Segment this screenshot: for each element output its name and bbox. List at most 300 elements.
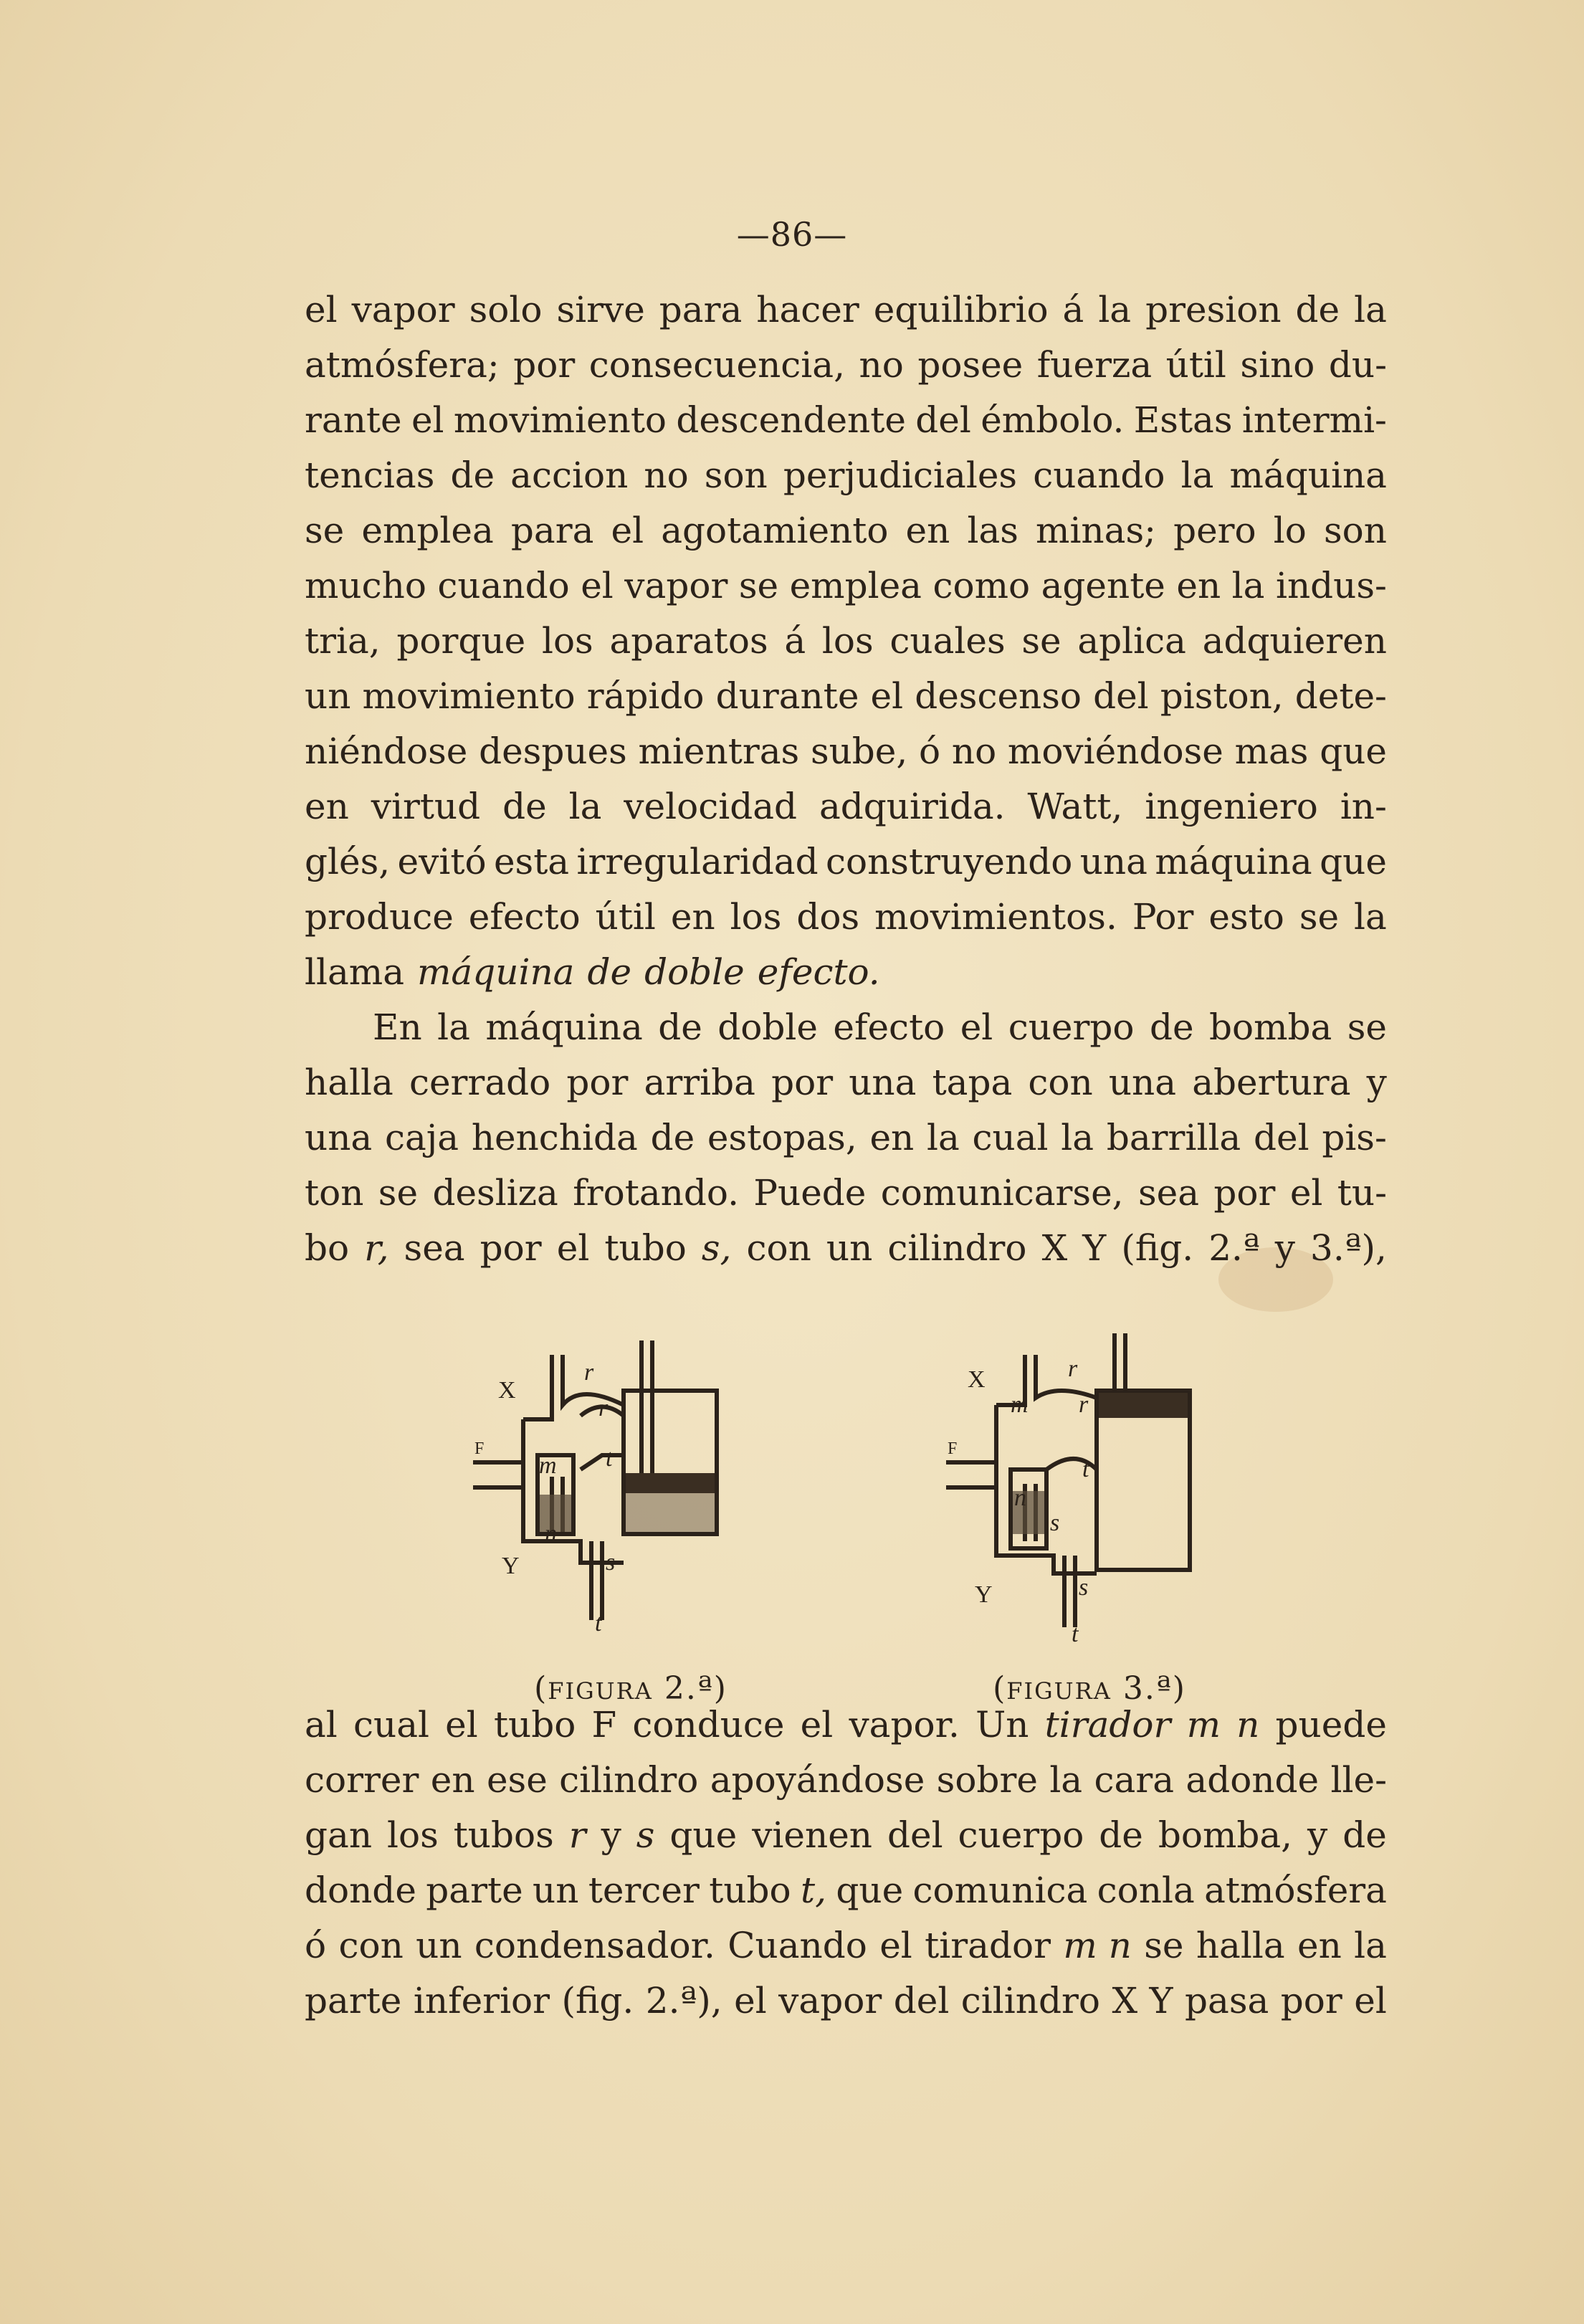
word: la	[568, 786, 602, 827]
word: ó	[919, 730, 941, 772]
word: tubos	[453, 1814, 554, 1856]
word: el	[556, 1227, 590, 1269]
word: indus-	[1275, 565, 1387, 606]
word: el	[1289, 1172, 1323, 1214]
word: la	[1180, 454, 1214, 496]
word: que	[669, 1814, 738, 1856]
word: en	[905, 510, 950, 551]
word: F	[591, 1704, 617, 1746]
word: rápido	[586, 675, 705, 717]
word: t,	[801, 1870, 827, 1911]
word: máquina	[485, 1006, 643, 1048]
word: esto	[1208, 896, 1284, 938]
figure-3	[932, 1326, 1269, 1707]
word: movimientos.	[874, 896, 1117, 938]
word: máquina	[417, 951, 575, 993]
word: atmósfera	[1204, 1870, 1387, 1911]
text-line	[305, 448, 1387, 503]
word: posee	[917, 344, 1024, 386]
word: dos	[796, 896, 860, 938]
word: de	[658, 1006, 702, 1048]
word: bomba	[1208, 1006, 1332, 1048]
word: glés,	[305, 841, 391, 882]
label-r2: r	[1079, 1391, 1089, 1418]
text-line	[305, 558, 1387, 614]
label-n: n	[1014, 1485, 1026, 1511]
word: cuales	[889, 620, 1006, 662]
word: en	[1176, 565, 1221, 606]
word: tubo	[493, 1704, 576, 1746]
word: tencias	[305, 454, 435, 496]
word: presion	[1145, 289, 1282, 330]
word: movimiento	[362, 675, 576, 717]
word: cual	[972, 1117, 1049, 1158]
text-line	[305, 779, 1387, 834]
word: el	[800, 1704, 834, 1746]
word: halla	[305, 1062, 393, 1103]
word: piston,	[1160, 675, 1284, 717]
word: frotando.	[573, 1172, 739, 1214]
word: cerrado	[409, 1062, 551, 1103]
word: inferior	[413, 1980, 550, 2021]
word: son	[704, 454, 768, 496]
word: parte	[426, 1870, 523, 1911]
label-t2: t	[595, 1610, 602, 1637]
word: produce	[305, 896, 454, 938]
word: doble	[717, 1006, 818, 1048]
word: r	[568, 1814, 586, 1856]
word: pis-	[1322, 1117, 1387, 1158]
word: que	[1320, 730, 1387, 772]
word: du-	[1328, 344, 1387, 386]
word: vapor	[778, 1980, 882, 2021]
text-line	[305, 669, 1387, 724]
word: los	[541, 620, 593, 662]
word: desliza	[432, 1172, 558, 1214]
word: Por	[1132, 896, 1194, 938]
paragraph-top	[305, 282, 1387, 1276]
text-line	[305, 1110, 1387, 1166]
word: bomba,	[1158, 1814, 1293, 1856]
word: accion	[510, 454, 629, 496]
word: comunica	[912, 1870, 1088, 1911]
label-s: s	[606, 1549, 616, 1576]
text-line	[305, 945, 1387, 1000]
word: la	[1231, 565, 1265, 606]
word: conla	[1097, 1870, 1195, 1911]
word: adonde	[1185, 1759, 1320, 1801]
word: con	[1028, 1062, 1093, 1103]
word: el	[960, 1006, 993, 1048]
label-s2: s	[1079, 1574, 1089, 1601]
word: emplea	[789, 565, 922, 606]
word: en	[869, 1117, 915, 1158]
word: se	[378, 1172, 419, 1214]
word: útil	[1165, 344, 1226, 386]
word: ton	[305, 1172, 364, 1214]
word: el	[870, 675, 904, 717]
word: puede	[1275, 1704, 1387, 1746]
text-line	[305, 1055, 1387, 1110]
word: llama	[305, 951, 405, 993]
label-r: r	[584, 1359, 594, 1386]
word: de	[450, 454, 495, 496]
word: aparatos	[609, 620, 768, 662]
word: de	[1149, 1006, 1194, 1048]
word: parte	[305, 1980, 402, 2021]
word: en	[670, 896, 715, 938]
word: máquina	[1155, 841, 1312, 882]
label-y: Y	[975, 1581, 993, 1608]
word: minas;	[1036, 510, 1156, 551]
word: sobre	[936, 1759, 1038, 1801]
word: en	[1297, 1925, 1342, 1966]
word: n	[1236, 1704, 1260, 1746]
word: al	[305, 1704, 338, 1746]
word: del	[1253, 1117, 1309, 1158]
word: el	[879, 1925, 912, 1966]
word: el	[445, 1704, 478, 1746]
word: vienen	[752, 1814, 873, 1856]
text-line	[305, 338, 1387, 393]
word: despues	[479, 730, 627, 772]
text-line	[305, 282, 1387, 338]
word: agente	[1041, 565, 1165, 606]
word: no	[951, 730, 997, 772]
word: del	[893, 1980, 950, 2021]
word: tercer	[588, 1870, 700, 1911]
word: intermi-	[1241, 399, 1387, 441]
word: atmósfera;	[305, 344, 500, 386]
word: hacer	[756, 289, 859, 330]
word: pasa	[1185, 1980, 1269, 2021]
word: movimiento	[453, 399, 667, 441]
label-m: m	[1011, 1391, 1029, 1418]
label-x: X	[968, 1366, 986, 1393]
word: doble	[644, 951, 745, 993]
word: no	[859, 344, 904, 386]
word: s,	[701, 1227, 732, 1269]
word: efecto	[468, 896, 581, 938]
word: r,	[364, 1227, 389, 1269]
word: sino	[1240, 344, 1315, 386]
word: 3.ª),	[1310, 1227, 1387, 1269]
steam-cylinder-diagram-fig3	[932, 1326, 1269, 1663]
word: conduce	[632, 1704, 785, 1746]
word: con	[746, 1227, 811, 1269]
word: tubo	[604, 1227, 687, 1269]
word: se	[1347, 1006, 1387, 1048]
word: del	[1093, 675, 1149, 717]
word: una	[1108, 1062, 1177, 1103]
figures-row	[430, 1326, 1290, 1707]
word: cuando	[437, 565, 570, 606]
word: el	[411, 399, 444, 441]
word: en	[305, 786, 349, 827]
word: el	[305, 289, 338, 330]
word: mucho	[305, 565, 426, 606]
word: abertura	[1192, 1062, 1351, 1103]
word: X	[1112, 1980, 1138, 2021]
word: (fig.	[1121, 1227, 1194, 1269]
word: emplea	[361, 510, 494, 551]
word: descenso	[915, 675, 1082, 717]
word: la	[1049, 1759, 1083, 1801]
word: bo	[305, 1227, 350, 1269]
word: 2.ª),	[645, 1980, 722, 2021]
word: de	[1342, 1814, 1387, 1856]
word: sea	[1137, 1172, 1200, 1214]
word: vapor	[624, 565, 728, 606]
word: ó	[305, 1925, 327, 1966]
word: tu-	[1337, 1172, 1387, 1214]
word: gan	[305, 1814, 373, 1856]
word: donde	[305, 1870, 416, 1911]
word: cuando	[1033, 454, 1165, 496]
label-s: s	[1050, 1510, 1060, 1536]
word: halla	[1196, 1925, 1285, 1966]
word: una	[1079, 841, 1148, 882]
word: velocidad	[624, 786, 798, 827]
word: la	[1354, 1925, 1387, 1966]
word: lle-	[1330, 1759, 1387, 1801]
word: son	[1323, 510, 1387, 551]
word: útil	[595, 896, 656, 938]
word: correr	[305, 1759, 419, 1801]
word: adquieren	[1202, 620, 1387, 662]
word: rante	[305, 399, 402, 441]
word: se	[305, 510, 345, 551]
word: mas	[1234, 730, 1309, 772]
word: la	[1061, 1117, 1094, 1158]
word: in-	[1340, 786, 1387, 827]
word: irregularidad	[576, 841, 819, 882]
word: durante	[715, 675, 859, 717]
word: un	[305, 675, 351, 717]
text-line	[305, 1221, 1387, 1276]
word: En	[373, 1006, 422, 1048]
text-line	[305, 503, 1387, 558]
word: cara	[1094, 1759, 1175, 1801]
text-line	[305, 1863, 1387, 1918]
label-y: Y	[502, 1553, 520, 1579]
text-line	[305, 1973, 1387, 2029]
word: por	[771, 1062, 834, 1103]
word: lo	[1273, 510, 1307, 551]
label-r2: r	[598, 1395, 609, 1421]
figure-2	[459, 1326, 796, 1707]
word: m n	[1063, 1925, 1132, 1966]
word: en	[430, 1759, 475, 1801]
word: los	[730, 896, 782, 938]
word: con	[338, 1925, 404, 1966]
page-number: —86—	[736, 215, 848, 254]
word: una	[305, 1117, 373, 1158]
figure-2-caption: (FIGURA 2.ª)	[534, 1670, 727, 1707]
word: por	[566, 1062, 629, 1103]
word: las	[967, 510, 1018, 551]
word: cilindro	[559, 1759, 699, 1801]
word: la	[927, 1117, 960, 1158]
word: Y	[1149, 1980, 1173, 2021]
word: henchida	[471, 1117, 638, 1158]
text-line	[305, 724, 1387, 779]
paragraph-bottom	[305, 1697, 1387, 2029]
word: barrilla	[1106, 1117, 1241, 1158]
word: efecto	[833, 1006, 945, 1048]
word: agotamiento	[661, 510, 889, 551]
word: de	[502, 786, 547, 827]
word: sea	[404, 1227, 465, 1269]
word: cilindro	[887, 1227, 1027, 1269]
word: adquirida.	[819, 786, 1006, 827]
word: Un	[975, 1704, 1029, 1746]
word: vapor.	[849, 1704, 960, 1746]
word: émbolo.	[981, 399, 1125, 441]
word: pero	[1173, 510, 1256, 551]
word: esta	[493, 841, 570, 882]
word: ingeniero	[1145, 786, 1318, 827]
word: vapor	[351, 289, 455, 330]
label-n: n	[545, 1520, 557, 1547]
text-line	[305, 1166, 1387, 1221]
word: arriba	[644, 1062, 755, 1103]
word: por	[480, 1227, 542, 1269]
word: máquina	[1229, 454, 1387, 496]
word: tria,	[305, 620, 381, 662]
word: se	[1144, 1925, 1184, 1966]
word: á	[784, 620, 806, 662]
word: de	[1099, 1814, 1143, 1856]
figure-3-caption: (FIGURA 3.ª)	[993, 1670, 1186, 1707]
word: evitó	[397, 841, 487, 882]
word: una	[849, 1062, 917, 1103]
word: moviéndose	[1007, 730, 1223, 772]
label-t: t	[606, 1445, 613, 1472]
text-line	[305, 1753, 1387, 1808]
word: se	[738, 565, 779, 606]
word: estopas,	[707, 1117, 857, 1158]
word: cuerpo	[958, 1814, 1084, 1856]
word: el	[611, 510, 644, 551]
word: sube,	[810, 730, 908, 772]
word: perjudiciales	[783, 454, 1018, 496]
word: niéndose	[305, 730, 468, 772]
text-line	[305, 1000, 1387, 1055]
word: X	[1041, 1227, 1068, 1269]
text-line	[305, 614, 1387, 669]
word: dete-	[1294, 675, 1387, 717]
word: Estas	[1133, 399, 1233, 441]
word: construyendo	[826, 841, 1073, 882]
text-line	[305, 890, 1387, 945]
label-t: t	[1082, 1456, 1089, 1482]
word: que	[836, 1870, 904, 1911]
word: tubo	[709, 1870, 791, 1911]
word: comunicarse,	[880, 1172, 1124, 1214]
word: como	[932, 565, 1031, 606]
word: la	[1098, 289, 1132, 330]
word: mientras	[638, 730, 800, 772]
word: que	[1320, 841, 1387, 882]
label-f: F	[474, 1439, 485, 1458]
word: (fig.	[561, 1980, 634, 2021]
word: por	[513, 344, 576, 386]
word: un	[533, 1870, 579, 1911]
word: tapa	[932, 1062, 1013, 1103]
word: apoyándose	[710, 1759, 925, 1801]
word: tirador	[925, 1925, 1051, 1966]
word: el	[581, 565, 614, 606]
word: sirve	[556, 289, 645, 330]
word: Watt,	[1027, 786, 1123, 827]
label-x: X	[498, 1377, 516, 1404]
word: se	[1021, 620, 1061, 662]
label-f: F	[948, 1439, 958, 1458]
word: s	[636, 1814, 655, 1856]
word: tirador	[1044, 1704, 1171, 1746]
word: Y	[1082, 1227, 1107, 1269]
word: por	[1213, 1172, 1276, 1214]
word: un	[416, 1925, 462, 1966]
word: el	[734, 1980, 767, 2021]
word: y	[1307, 1814, 1328, 1856]
text-line	[305, 1697, 1387, 1753]
text-line	[305, 834, 1387, 890]
word: se	[1299, 896, 1340, 938]
word: descendente	[676, 399, 906, 441]
text-line	[305, 1918, 1387, 1973]
word: del	[915, 399, 971, 441]
word: la	[1354, 289, 1387, 330]
label-m: m	[539, 1452, 557, 1479]
word: no	[644, 454, 689, 496]
word: cilindro	[960, 1980, 1100, 2021]
word: m	[1186, 1704, 1221, 1746]
word: la	[1354, 896, 1387, 938]
word: virtud	[371, 786, 481, 827]
word: ese	[486, 1759, 548, 1801]
word: cuerpo	[1008, 1006, 1135, 1048]
text-line	[305, 1808, 1387, 1863]
word: y	[1274, 1227, 1295, 1269]
word: Cuando	[727, 1925, 867, 1966]
label-t2: t	[1072, 1621, 1079, 1647]
word: á	[1062, 289, 1084, 330]
word: de	[1295, 289, 1340, 330]
word: condensador.	[474, 1925, 715, 1966]
word: caja	[384, 1117, 459, 1158]
text-line	[305, 393, 1387, 448]
word: de	[587, 951, 632, 993]
word: por	[1280, 1980, 1342, 2021]
word: porque	[396, 620, 526, 662]
word: un	[826, 1227, 873, 1269]
word: aplica	[1077, 620, 1186, 662]
word: los	[821, 620, 874, 662]
word: fuerza	[1036, 344, 1153, 386]
word: 2.ª	[1208, 1227, 1260, 1269]
word: y	[1366, 1062, 1387, 1103]
word: el	[1354, 1980, 1387, 2021]
word: cual	[353, 1704, 429, 1746]
steam-cylinder-diagram-fig2	[459, 1326, 796, 1663]
word: de	[650, 1117, 695, 1158]
word: la	[437, 1006, 470, 1048]
word: solo	[469, 289, 543, 330]
word: Puede	[753, 1172, 867, 1214]
word: para	[510, 510, 594, 551]
